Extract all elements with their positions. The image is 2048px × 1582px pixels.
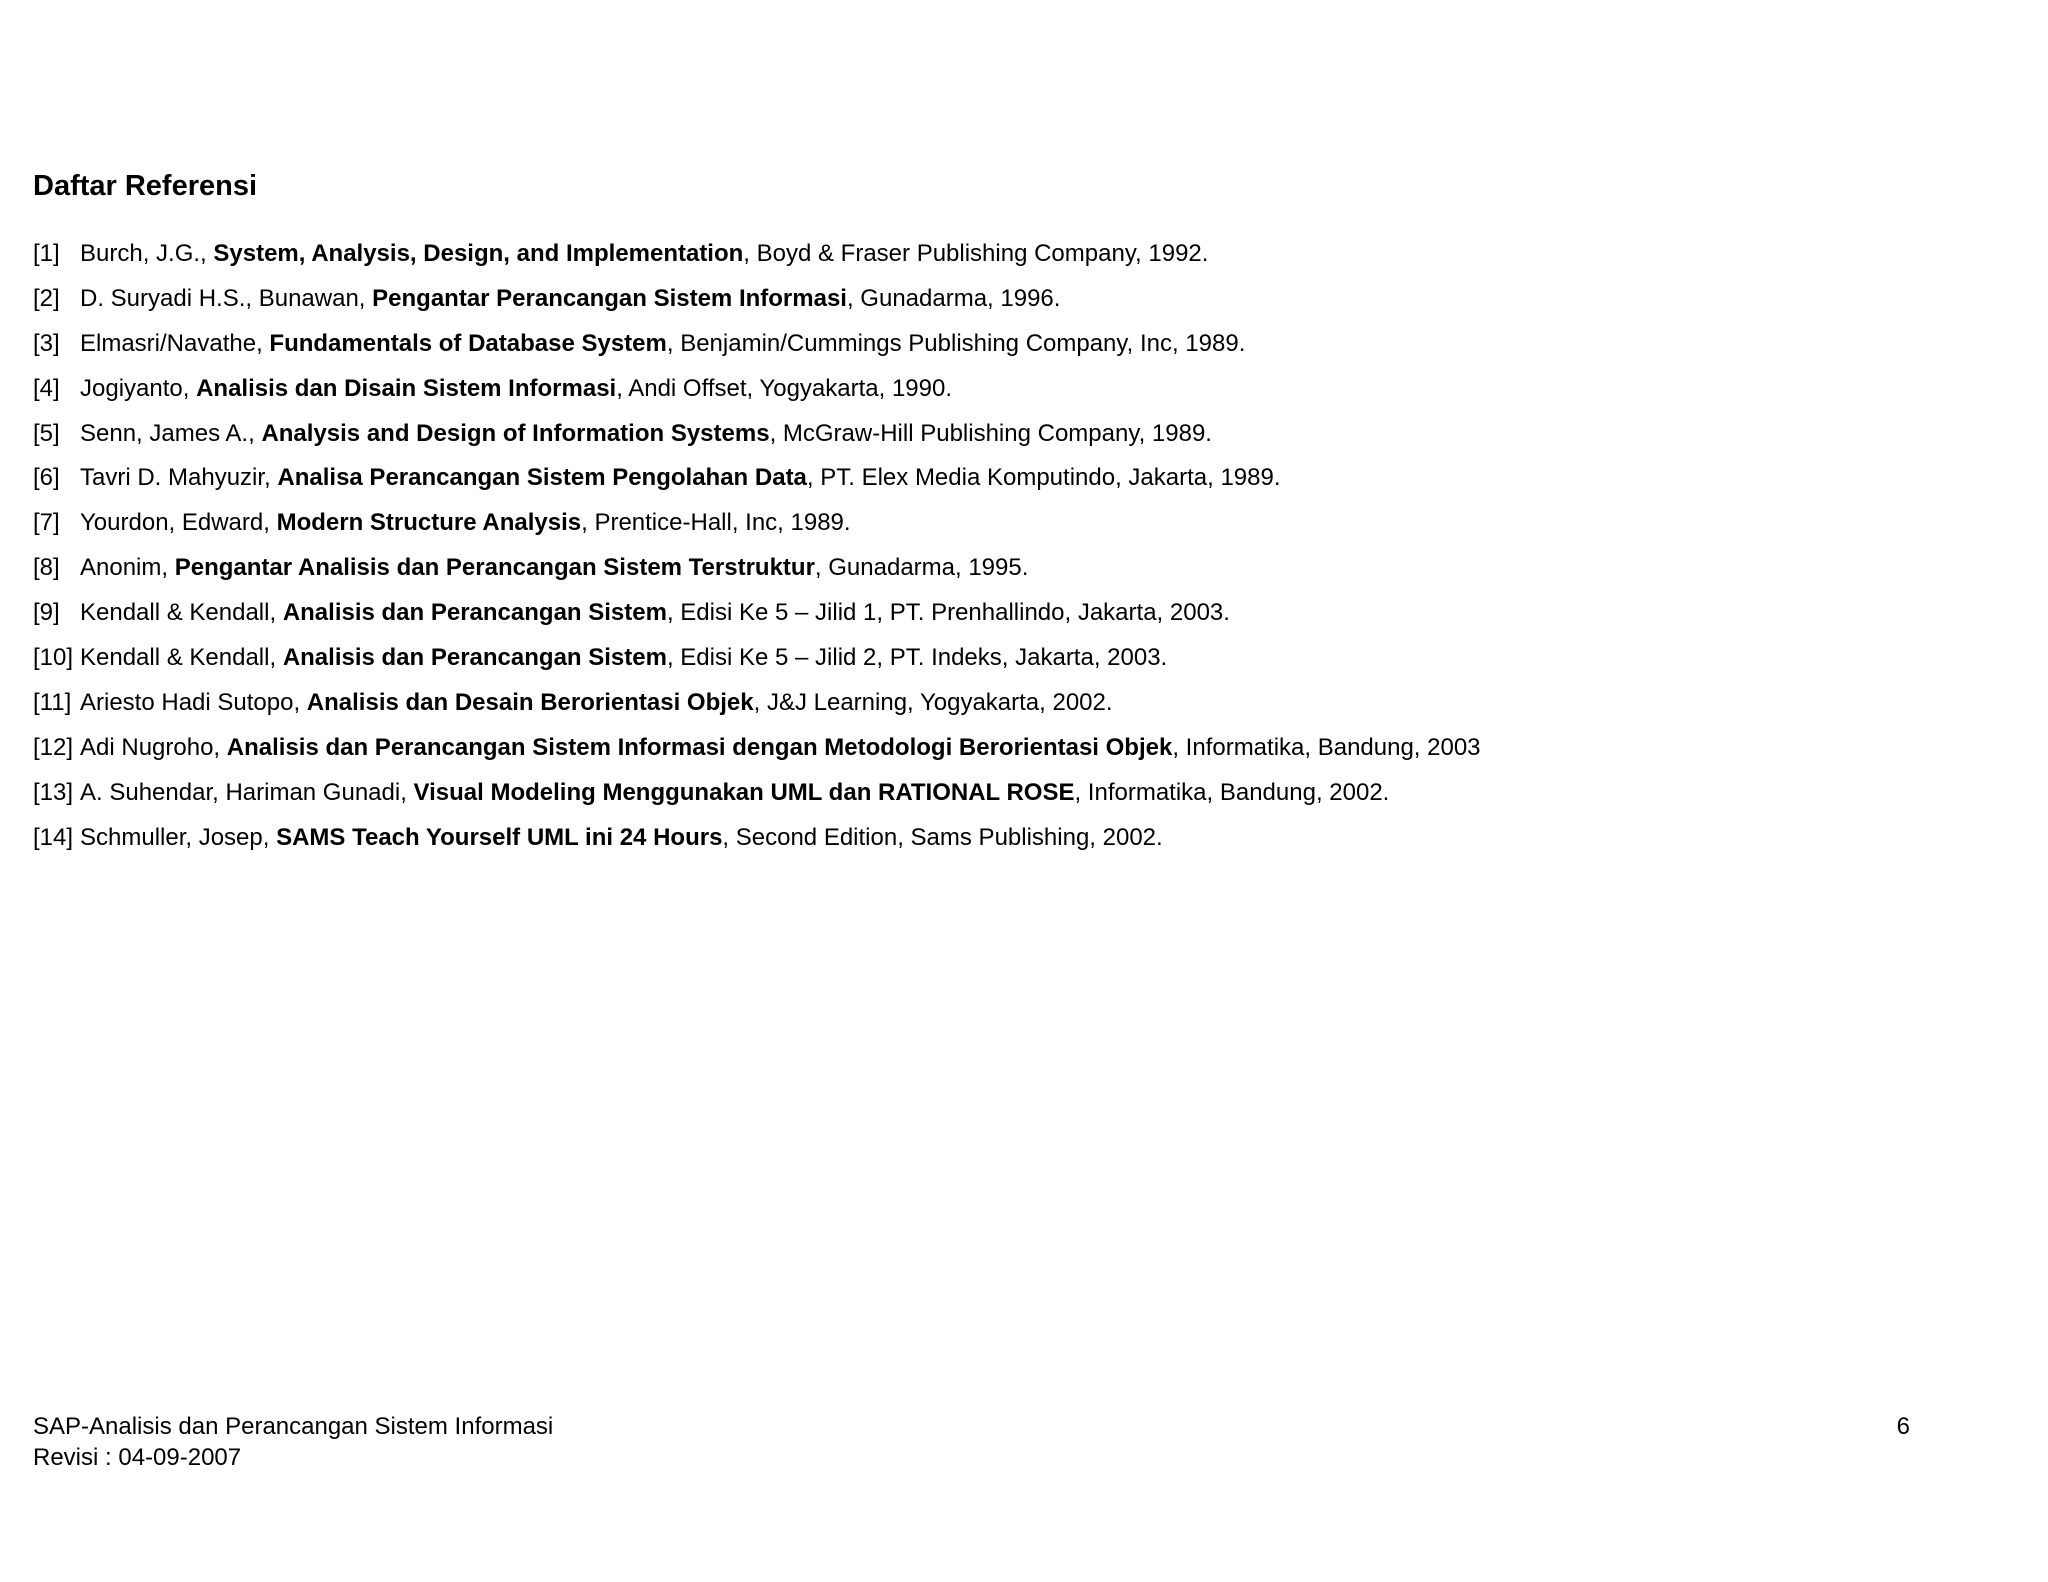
reference-number: [9]: [33, 599, 60, 627]
reference-title: Fundamentals of Database System: [269, 329, 667, 357]
reference-publisher: , PT. Elex Media Komputindo, Jakarta, 1989.: [806, 464, 1281, 492]
reference-authors: Tavri D. Mahyuzir,: [80, 464, 278, 492]
reference-publisher: , J&J Learning, Yogyakarta, 2002.: [753, 688, 1113, 716]
reference-title: Analisis dan Perancangan Sistem Informasi dengan Metodologi Berorientasi Objek: [226, 733, 1173, 761]
reference-text: [80, 327, 1245, 361]
reference-number: [6]: [33, 464, 60, 492]
reference-number: [7]: [33, 509, 60, 537]
reference-text: [80, 776, 1389, 810]
reference-authors: Jogiyanto,: [80, 374, 197, 402]
footer-page-number: 6: [1896, 1413, 1910, 1440]
reference-text: [80, 506, 851, 540]
reference-item: [33, 417, 1993, 462]
reference-authors: D. Suryadi H.S., Bunawan,: [80, 284, 373, 312]
footer-course-title: SAP-Analisis dan Perancangan Sistem Informasi: [33, 1413, 554, 1440]
reference-text: [80, 641, 1167, 675]
footer-revision: Revisi : 04-09-2007: [33, 1444, 242, 1471]
reference-authors: Burch, J.G.,: [80, 240, 214, 267]
reference-number: [8]: [33, 554, 60, 582]
reference-publisher: , Boyd & Fraser Publishing Company, 1992.: [743, 240, 1209, 267]
reference-publisher: , Benjamin/Cummings Publishing Company, Inc, 1989.: [666, 329, 1246, 357]
reference-authors: Ariesto Hadi Sutopo,: [80, 688, 307, 716]
reference-authors: Schmuller, Josep,: [80, 823, 277, 851]
reference-title: Analysis and Design of Information Systems: [261, 419, 770, 447]
reference-text: [80, 237, 1208, 271]
reference-authors: Anonim,: [80, 554, 175, 582]
reference-title: Modern Structure Analysis: [276, 509, 582, 537]
reference-text: [80, 821, 1163, 855]
reference-authors: Yourdon, Edward,: [80, 509, 277, 537]
reference-publisher: , Andi Offset, Yogyakarta, 1990.: [616, 374, 953, 402]
reference-title: Analisis dan Perancangan Sistem: [282, 644, 667, 672]
reference-title: Analisa Perancangan Sistem Pengolahan Data: [277, 464, 807, 492]
reference-item: [33, 327, 1993, 372]
reference-publisher: , Gunadarma, 1996.: [846, 284, 1061, 312]
reference-text: [80, 372, 952, 406]
reference-list: [33, 237, 1993, 865]
reference-authors: Kendall & Kendall,: [80, 644, 283, 672]
reference-number: [13]: [33, 778, 74, 806]
reference-item: [33, 641, 1993, 686]
reference-item: [33, 282, 1993, 327]
reference-item: [33, 551, 1993, 596]
reference-publisher: , Informatika, Bandung, 2002.: [1074, 778, 1390, 806]
reference-text: [80, 596, 1230, 630]
reference-title: Analisis dan Perancangan Sistem: [282, 599, 667, 627]
reference-item: [33, 776, 1993, 821]
reference-number: [1]: [33, 240, 60, 267]
reference-authors: Adi Nugroho,: [80, 733, 227, 761]
reference-publisher: , McGraw-Hill Publishing Company, 1989.: [769, 419, 1212, 447]
reference-publisher: , Prentice-Hall, Inc, 1989.: [581, 509, 851, 537]
reference-authors: Senn, James A.,: [80, 419, 262, 447]
reference-title: SAMS Teach Yourself UML ini 24 Hours: [276, 823, 723, 851]
reference-item: [33, 461, 1993, 506]
reference-title: System, Analysis, Design, and Implementation: [213, 240, 744, 267]
reference-title: Visual Modeling Menggunakan UML dan RATIONAL ROSE: [413, 778, 1075, 806]
reference-item: [33, 821, 1993, 866]
reference-item: [33, 237, 1993, 282]
reference-number: [11]: [33, 688, 72, 716]
reference-authors: A. Suhendar, Hariman Gunadi,: [80, 778, 414, 806]
reference-publisher: , Informatika, Bandung, 2003: [1172, 733, 1481, 761]
reference-publisher: , Edisi Ke 5 – Jilid 1, PT. Prenhallindo, Jakarta, 2003.: [666, 599, 1230, 627]
reference-text: [80, 686, 1113, 720]
reference-item: [33, 506, 1993, 551]
page-heading: Daftar Referensi: [33, 170, 258, 202]
reference-text: [80, 551, 1028, 585]
reference-number: [5]: [33, 419, 60, 447]
reference-item: [33, 731, 1993, 776]
reference-authors: Elmasri/Navathe,: [80, 329, 270, 357]
reference-title: Analisis dan Disain Sistem Informasi: [196, 374, 617, 402]
reference-title: Pengantar Perancangan Sistem Informasi: [372, 284, 847, 312]
reference-publisher: , Gunadarma, 1995.: [814, 554, 1029, 582]
reference-item: [33, 372, 1993, 417]
reference-title: Pengantar Analisis dan Perancangan Sistem Terstruktur: [174, 554, 815, 582]
reference-number: [10]: [33, 644, 74, 672]
reference-number: [12]: [33, 733, 74, 761]
reference-title: Analisis dan Desain Berorientasi Objek: [306, 688, 754, 716]
reference-number: [2]: [33, 284, 60, 312]
reference-number: [14]: [33, 823, 74, 851]
reference-item: [33, 686, 1993, 731]
reference-text: [80, 417, 1212, 451]
reference-text: [80, 461, 1281, 495]
reference-text: [80, 731, 1481, 765]
reference-authors: Kendall & Kendall,: [80, 599, 283, 627]
reference-number: [4]: [33, 374, 60, 402]
reference-item: [33, 596, 1993, 641]
reference-number: [3]: [33, 329, 60, 357]
reference-text: [80, 282, 1060, 316]
reference-publisher: , Edisi Ke 5 – Jilid 2, PT. Indeks, Jakarta, 2003.: [666, 644, 1168, 672]
reference-publisher: , Second Edition, Sams Publishing, 2002.: [722, 823, 1163, 851]
